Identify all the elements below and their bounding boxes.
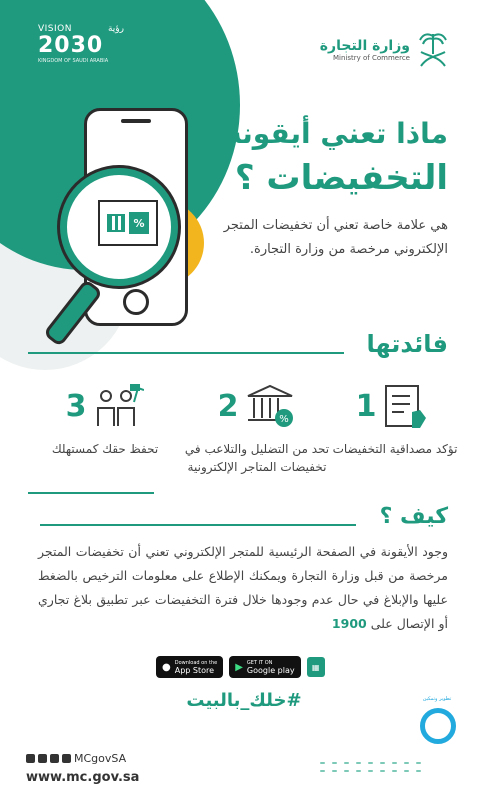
google-play-icon: ▶ — [235, 661, 243, 673]
partner-caption: تطوير وتمكين — [422, 696, 452, 702]
benefit-text-1: تؤكد مصداقية التخفيضات — [332, 442, 458, 456]
social-handle: MCgovSA — [74, 752, 127, 765]
benefit-item-1 — [330, 376, 460, 458]
institution-icon — [244, 382, 296, 430]
how-description — [38, 540, 448, 636]
benefit-text-2: تحد من التضليل والتلاعب في تخفيضات المتاجر الإلكترونية — [184, 442, 330, 474]
balagh-app-icon[interactable]: ▦ — [307, 657, 325, 677]
benefit-number-2: 2 — [217, 388, 239, 424]
benefits-heading: فائدتها — [366, 330, 448, 358]
hero-description: هي علامة خاصة تعني أن تخفيضات المتجر الإلكتروني مرخصة من وزارة التجارة. — [223, 218, 448, 257]
discount-badge-card — [98, 200, 158, 246]
google-play-button[interactable] — [229, 656, 300, 678]
youtube-icon[interactable] — [62, 754, 71, 763]
google-play-caption: GET IT ON — [246, 659, 273, 666]
qr-code-icon — [107, 214, 125, 232]
facebook-icon[interactable] — [38, 754, 47, 763]
how-heading: كيف ؟ — [379, 504, 448, 529]
ministry-logo — [320, 30, 450, 70]
social-handles — [26, 752, 126, 765]
benefit-item-3 — [40, 376, 170, 458]
benefit-number-3: 3 — [65, 388, 87, 424]
partner-logo-icon — [420, 708, 456, 744]
divider-benefits — [28, 352, 344, 354]
palm-swords-emblem-icon — [416, 30, 450, 70]
instagram-icon[interactable] — [50, 754, 59, 763]
website-link[interactable]: www.mc.gov.sa — [26, 770, 140, 785]
decorative-dots — [320, 762, 428, 772]
page-title — [208, 112, 448, 200]
phone-speaker — [121, 119, 151, 123]
benefit-text-3: تحفظ حقك كمستهلك — [51, 442, 159, 456]
vision-year: 2030 — [38, 33, 104, 58]
app-store-caption: Download on the — [174, 659, 218, 666]
how-text: وجود الأيقونة في الصفحة الرئيسية للمتجر الإلكتروني تعني أن تخفيضات المتجر مرخصة من قبل وزارة التجارة ويمكنك الإطلاع على معلومات الترخيص بالضغط عليها والإبلاغ في حال عدم وجودها خلال فترة التخفيضات عبر تطبيق بلاغ تجاري أو الإتصال على — [38, 544, 448, 631]
ministry-name-ar: وزارة التجارة — [319, 38, 410, 54]
people-icon — [92, 382, 144, 430]
vision-label-ar: رؤية — [107, 24, 124, 34]
title-line-2: التخفيضات ؟ — [234, 158, 448, 198]
ministry-name-en: Ministry of Commerce — [333, 54, 410, 62]
apple-icon: ● — [162, 661, 171, 673]
vision-label: VISION — [38, 24, 72, 34]
divider-how — [40, 524, 356, 526]
title-line-1: ماذا تعني أيقونة — [225, 117, 448, 150]
vision-kingdom: KINGDOM OF SAUDI ARABIA — [38, 58, 109, 64]
google-play-label: Google play — [246, 665, 295, 675]
app-store-label: App Store — [174, 665, 215, 675]
hotline-number[interactable]: 1900 — [331, 616, 367, 631]
percent-badge-icon: % — [129, 212, 149, 234]
twitter-icon[interactable] — [26, 754, 35, 763]
hashtag[interactable]: #خلك_بالبيت — [186, 690, 302, 711]
store-badges — [156, 656, 325, 678]
benefit-number-1: 1 — [355, 388, 377, 424]
phone-home-button — [123, 289, 149, 315]
checklist-icon — [382, 382, 434, 430]
benefit-item-2 — [182, 376, 332, 476]
svg-text:%: % — [279, 414, 290, 425]
divider-how-left — [28, 492, 154, 494]
app-store-button[interactable] — [156, 656, 223, 678]
vision-2030-logo — [38, 24, 124, 64]
